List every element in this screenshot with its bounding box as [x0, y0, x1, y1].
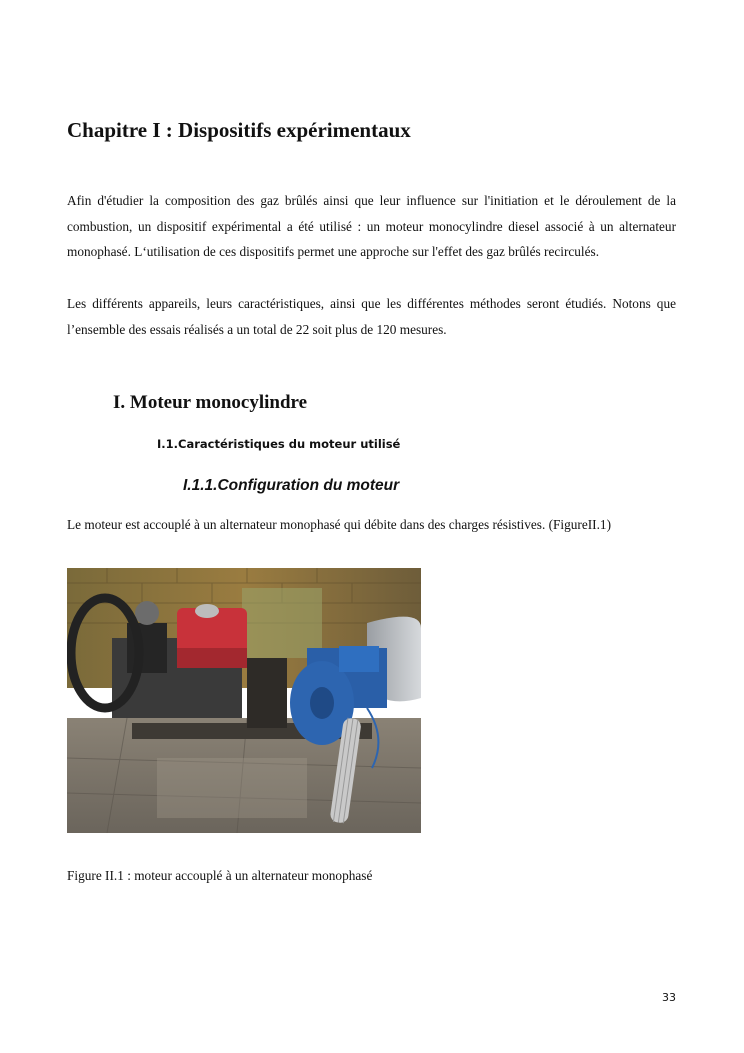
page-number: 33: [662, 991, 676, 1004]
figure-caption: Figure II.1 : moteur accouplé à un alternateur monophasé: [67, 868, 373, 883]
section-title: I. Moteur monocylindre: [113, 392, 308, 413]
section-paragraph: Le moteur est accouplé à un alternateur monophasé qui débite dans des charges résistives. (FigureII.1): [67, 517, 612, 532]
engine-alternator-photo: [67, 568, 421, 833]
subsection-title: I.1.Caractéristiques du moteur utilisé: [157, 437, 401, 451]
intro-paragraph-2: Les différents appareils, leurs caractéristiques, ainsi que les différentes méthodes seront étudiés. Notons que l’ensemble des essais réalisés a un total de 22 soit plus de 120 mesures.: [67, 296, 676, 337]
subsubsection-title: I.1.1.Configuration du moteur: [183, 477, 400, 494]
intro-paragraph-1: Afin d'étudier la composition des gaz brûlés ainsi que leur influence sur l'initiation et le déroulement de la combustion, un dispositif expérimental a été utilisé : un moteur monocylindre diesel associé à un alternateur monophasé. L‘utilisation de ces dispositifs permet une approche sur l'effet des gaz brûlés recirculés.: [67, 193, 676, 260]
chapter-title: Chapitre I : Dispositifs expérimentaux: [67, 118, 411, 142]
